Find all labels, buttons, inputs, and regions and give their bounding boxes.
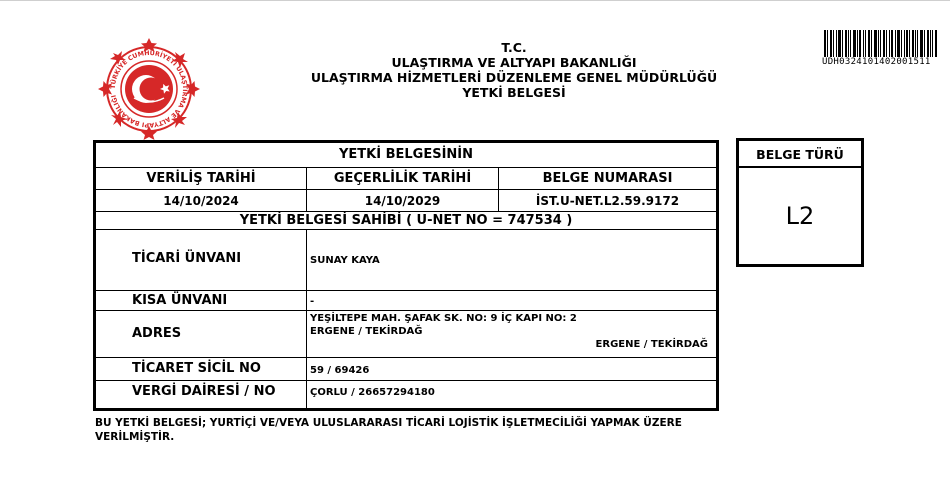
short-name-value: - bbox=[310, 296, 315, 307]
address-line-1: YEŞİLTEPE MAH. ŞAFAK SK. NO: 9 İÇ KAPI NO: 2 bbox=[310, 313, 577, 324]
issue-date-value: 14/10/2024 bbox=[163, 194, 239, 208]
address-line-2: ERGENE / TEKİRDAĞ bbox=[310, 326, 423, 337]
validity-date-value: 14/10/2029 bbox=[364, 194, 441, 208]
trade-registry-label: TİCARET SİCİL NO bbox=[132, 361, 261, 376]
validity-date-header: GEÇERLİLİK TARİHİ bbox=[333, 171, 472, 186]
trade-name-label: TİCARİ ÜNVANI bbox=[132, 251, 242, 266]
certificate-table bbox=[93, 140, 719, 411]
document-number-value: İST.U-NET.L2.59.9172 bbox=[535, 194, 680, 208]
address-label: ADRES bbox=[132, 326, 182, 341]
ministry-seal-logo bbox=[96, 36, 202, 142]
document-header bbox=[290, 40, 738, 100]
header-document-title: YETKİ BELGESİ bbox=[462, 85, 566, 100]
document-type-value: L2 bbox=[785, 202, 815, 230]
tax-office-label: VERGİ DAİRESİ / NO bbox=[132, 384, 276, 399]
document-number-header: BELGE NUMARASI bbox=[542, 171, 673, 186]
issue-date-header: VERİLİŞ TARİHİ bbox=[146, 171, 256, 186]
footer-statement: BU YETKİ BELGESİ; YURTİÇİ VE/VEYA ULUSLARARASI TİCARİ LOJİSTİK İŞLETMECİLİĞİ YAPMAK ÜZERE VERİLMİŞTİR. bbox=[95, 417, 682, 443]
header-ministry: ULAŞTIRMA VE ALTYAPI BAKANLIĞI bbox=[391, 55, 637, 70]
short-name-label: KISA ÜNVANI bbox=[132, 293, 228, 308]
trade-name-value: SUNAY KAYA bbox=[310, 255, 380, 266]
trade-registry-value: 59 / 69426 bbox=[310, 365, 370, 376]
tax-office-value: ÇORLU / 26657294180 bbox=[310, 387, 435, 398]
holder-title: YETKİ BELGESİ SAHİBİ ( U-NET NO = 747534 ) bbox=[239, 213, 573, 228]
barcode-number: UDH0324101402001511 bbox=[822, 57, 931, 67]
document-type-title: BELGE TÜRÜ bbox=[739, 141, 861, 168]
barcode bbox=[824, 30, 938, 57]
table-title: YETKİ BELGESİNİN bbox=[338, 147, 474, 162]
header-country: T.C. bbox=[501, 40, 527, 55]
seal-text: TÜRKİYE CUMHURİYETİ ULAŞTIRMA VE ALTYAPI BAKANLIĞI bbox=[109, 49, 189, 129]
top-divider bbox=[0, 0, 950, 1]
document-type-box bbox=[736, 138, 864, 267]
header-directorate: ULAŞTIRMA HİZMETLERİ DÜZENLEME GENEL MÜDÜRLÜĞÜ bbox=[310, 70, 718, 85]
address-district: ERGENE / TEKİRDAĞ bbox=[595, 339, 708, 350]
